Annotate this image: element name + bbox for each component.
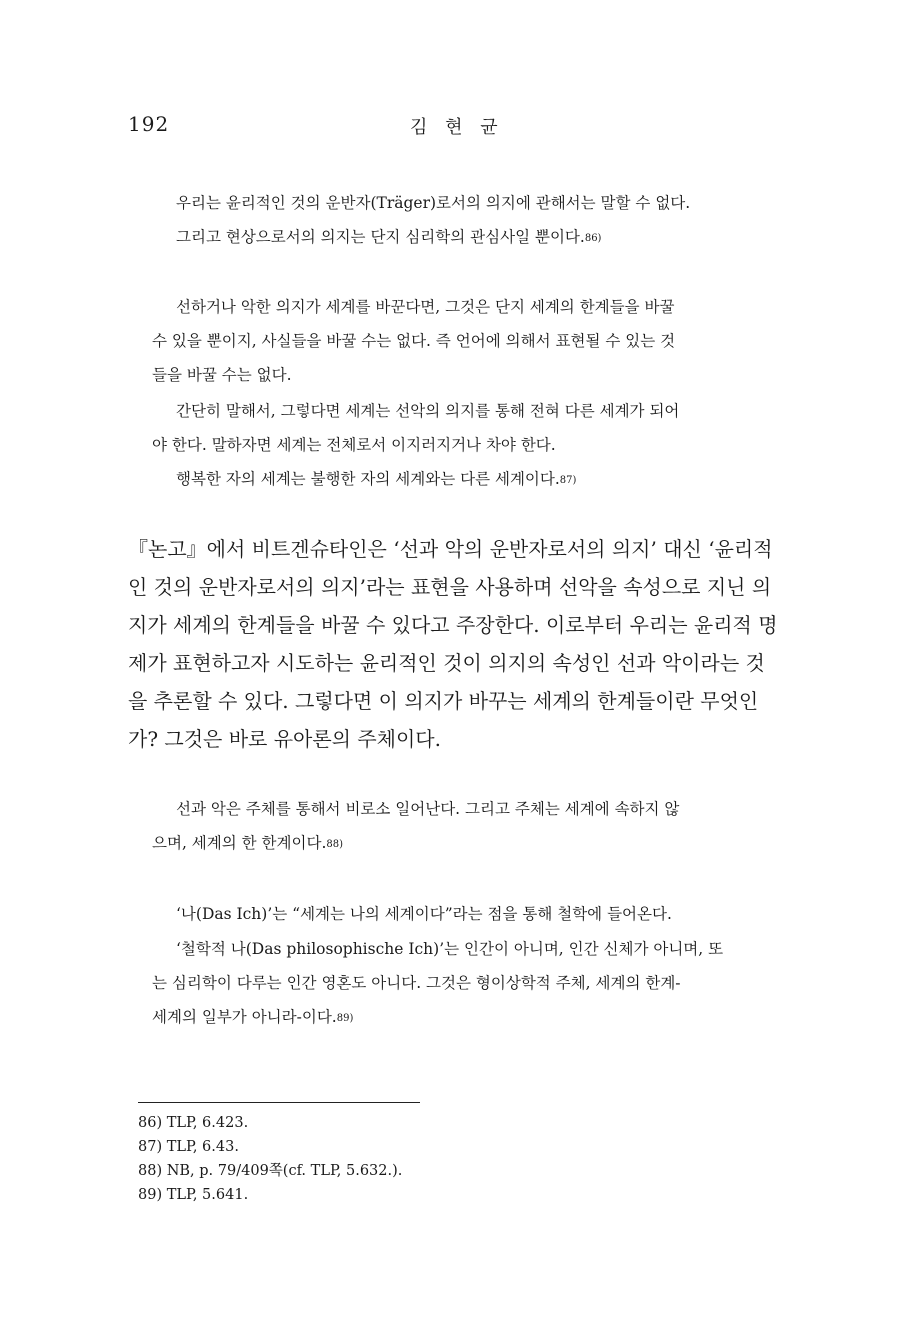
quote-4-line-3: 는 심리학이 다루는 인간 영혼도 아니다. 그것은 형이상학적 주체, 세계의 한계- bbox=[152, 974, 681, 992]
quote-4-line-4: 세계의 일부가 아니라-이다.$^{89)}$ bbox=[152, 1008, 354, 1026]
running-head: 김 현 균 bbox=[410, 117, 504, 138]
body-line-3: 지가 세계의 한계들을 바꿀 수 있다고 주장한다. 이로부터 우리는 윤리적 명 bbox=[128, 613, 778, 637]
footnote-88: 88) NB, p. 79/409쪽(cf. TLP, 5.632.). bbox=[138, 1163, 403, 1179]
footnote-89: 89) TLP, 5.641. bbox=[138, 1187, 249, 1203]
quote-2-line-5: 야 한다. 말하자면 세계는 전체로서 이지러지거나 차야 한다. bbox=[152, 436, 556, 454]
body-line-1: 『논고』에서 비트겐슈타인은 ‘선과 악의 운반자로서의 의지’ 대신 ‘윤리적 bbox=[128, 537, 773, 561]
quote-2-line-6: 행복한 자의 세계는 불행한 자의 세계와는 다른 세계이다.$^{87)}$ bbox=[176, 470, 577, 488]
body-line-2: 인 것의 운반자로서의 의지’라는 표현을 사용하며 선악을 속성으로 지닌 의 bbox=[128, 575, 772, 599]
quote-3-line-2: 으며, 세계의 한 한계이다.$^{88)}$ bbox=[152, 834, 344, 852]
footnote-ref-88: 88) bbox=[326, 839, 344, 850]
quote-2-line-1: 선하거나 악한 의지가 세계를 바꾼다면, 그것은 단지 세계의 한계들을 바꿀 bbox=[176, 298, 675, 316]
quote-2-line-3: 들을 바꿀 수는 없다. bbox=[152, 366, 292, 384]
body-line-5: 을 추론할 수 있다. 그렇다면 이 의지가 바꾸는 세계의 한계들이란 무엇인 bbox=[128, 689, 759, 713]
footnote-87: 87) TLP, 6.43. bbox=[138, 1139, 239, 1155]
footnote-divider bbox=[138, 1102, 420, 1103]
quote-4-line-2: ‘철학적 나(Das philosophische Ich)’는 인간이 아니며, 인간 신체가 아니며, 또 bbox=[176, 940, 724, 958]
quote-4-line-1: ‘나(Das Ich)’는 “세계는 나의 세계이다”라는 점을 통해 철학에 들어온다. bbox=[176, 905, 672, 923]
footnote-ref-89: 89) bbox=[336, 1013, 354, 1024]
quote-2-line-4: 간단히 말해서, 그렇다면 세계는 선악의 의지를 통해 전혀 다른 세계가 되어 bbox=[176, 402, 680, 420]
footnote-86: 86) TLP, 6.423. bbox=[138, 1115, 249, 1131]
quote-1-line-2: 그리고 현상으로서의 의지는 단지 심리학의 관심사일 뿐이다.$^{86)}$ bbox=[176, 228, 602, 246]
footnote-ref-86: 86) bbox=[584, 233, 602, 244]
page-number: 192 bbox=[128, 112, 170, 136]
quote-3-line-1: 선과 악은 주체를 통해서 비로소 일어난다. 그리고 주체는 세계에 속하지 않 bbox=[176, 800, 680, 818]
quote-2-line-2: 수 있을 뿐이지, 사실들을 바꿀 수는 없다. 즉 언어에 의해서 표현될 수 있는 것 bbox=[152, 332, 676, 350]
footnote-ref-87: 87) bbox=[559, 475, 577, 486]
body-line-4: 제가 표현하고자 시도하는 윤리적인 것이 의지의 속성인 선과 악이라는 것 bbox=[128, 651, 765, 675]
quote-1-line-1: 우리는 윤리적인 것의 운반자(Träger)로서의 의지에 관해서는 말할 수 없다. bbox=[176, 194, 691, 212]
body-line-6: 가? 그것은 바로 유아론의 주체이다. bbox=[128, 727, 441, 751]
